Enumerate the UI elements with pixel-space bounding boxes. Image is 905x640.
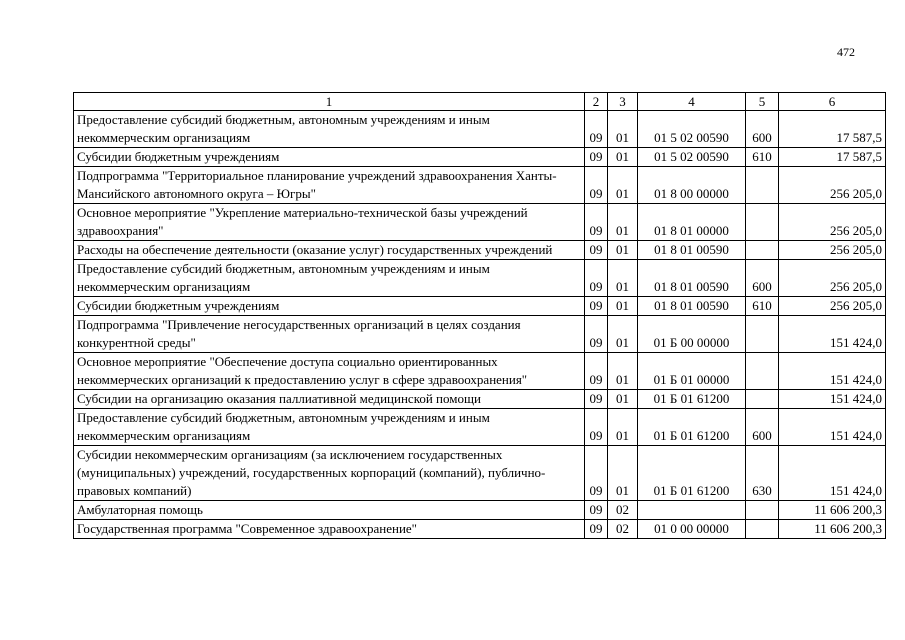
row-sum: 11 606 200,3	[779, 520, 886, 539]
row-subsection: 01	[608, 316, 638, 353]
row-section: 09	[585, 111, 608, 148]
row-section: 09	[585, 241, 608, 260]
table-row	[74, 520, 886, 539]
row-code: 01 8 01 00000	[638, 204, 746, 241]
row-code: 01 5 02 00590	[638, 148, 746, 167]
row-code: 01 5 02 00590	[638, 111, 746, 148]
row-section: 09	[585, 260, 608, 297]
table-row	[74, 204, 886, 241]
row-name: Субсидии некоммерческим организациям (за исключением государственных (муниципальных) учреждений, государственных корпораций (компаний), публично-правовых компаний)	[74, 446, 585, 501]
row-type	[746, 353, 779, 390]
row-name: Подпрограмма "Привлечение негосударственных организаций в целях создания конкурентной среды"	[74, 316, 585, 353]
table-body	[74, 111, 886, 539]
table-row	[74, 353, 886, 390]
budget-table	[73, 92, 886, 539]
header-col-3: 3	[608, 93, 638, 111]
row-section: 09	[585, 520, 608, 539]
row-subsection: 01	[608, 409, 638, 446]
row-section: 09	[585, 353, 608, 390]
row-name: Государственная программа "Современное здравоохранение"	[74, 520, 585, 539]
row-type: 600	[746, 409, 779, 446]
table-row	[74, 167, 886, 204]
row-name: Расходы на обеспечение деятельности (оказание услуг) государственных учреждений	[74, 241, 585, 260]
table-row	[74, 260, 886, 297]
row-subsection: 01	[608, 167, 638, 204]
row-sum: 256 205,0	[779, 167, 886, 204]
row-section: 09	[585, 446, 608, 501]
row-code: 01 Б 01 00000	[638, 353, 746, 390]
row-subsection: 01	[608, 353, 638, 390]
header-col-6: 6	[779, 93, 886, 111]
row-code: 01 8 01 00590	[638, 241, 746, 260]
row-section: 09	[585, 501, 608, 520]
row-sum: 151 424,0	[779, 316, 886, 353]
row-code: 01 Б 01 61200	[638, 409, 746, 446]
row-subsection: 01	[608, 241, 638, 260]
table-row	[74, 446, 886, 501]
header-row	[74, 93, 886, 111]
row-type: 630	[746, 446, 779, 501]
row-sum: 17 587,5	[779, 111, 886, 148]
row-name: Основное мероприятие "Обеспечение доступа социально ориентированных некоммерческих организаций к предоставлению услуг в сфере здравоохранения"	[74, 353, 585, 390]
row-section: 09	[585, 297, 608, 316]
table-row	[74, 409, 886, 446]
row-type	[746, 390, 779, 409]
row-section: 09	[585, 390, 608, 409]
row-type	[746, 167, 779, 204]
row-sum: 151 424,0	[779, 409, 886, 446]
row-name: Амбулаторная помощь	[74, 501, 585, 520]
row-name: Субсидии бюджетным учреждениям	[74, 148, 585, 167]
row-type	[746, 501, 779, 520]
page-number: 472	[837, 45, 855, 59]
header-col-2: 2	[585, 93, 608, 111]
row-code: 01 Б 00 00000	[638, 316, 746, 353]
row-section: 09	[585, 409, 608, 446]
row-code: 01 8 01 00590	[638, 297, 746, 316]
row-code: 01 Б 01 61200	[638, 446, 746, 501]
table-row	[74, 148, 886, 167]
row-name: Предоставление субсидий бюджетным, автономным учреждениям и иным некоммерческим организациям	[74, 111, 585, 148]
row-type	[746, 520, 779, 539]
row-subsection: 01	[608, 111, 638, 148]
row-subsection: 01	[608, 390, 638, 409]
row-sum: 256 205,0	[779, 241, 886, 260]
table-row	[74, 501, 886, 520]
table-header	[74, 93, 886, 111]
table-row	[74, 111, 886, 148]
row-type: 600	[746, 260, 779, 297]
row-type	[746, 241, 779, 260]
row-subsection: 01	[608, 260, 638, 297]
table-row	[74, 390, 886, 409]
row-code: 01 0 00 00000	[638, 520, 746, 539]
row-code	[638, 501, 746, 520]
row-name: Субсидии на организацию оказания паллиативной медицинской помощи	[74, 390, 585, 409]
row-subsection: 01	[608, 204, 638, 241]
row-name: Подпрограмма "Территориальное планирование учреждений здравоохранения Ханты-Мансийского автономного округа – Югры"	[74, 167, 585, 204]
row-section: 09	[585, 148, 608, 167]
row-code: 01 8 01 00590	[638, 260, 746, 297]
table-row	[74, 316, 886, 353]
row-sum: 11 606 200,3	[779, 501, 886, 520]
row-name: Субсидии бюджетным учреждениям	[74, 297, 585, 316]
row-name: Предоставление субсидий бюджетным, автономным учреждениям и иным некоммерческим организациям	[74, 260, 585, 297]
header-col-5: 5	[746, 93, 779, 111]
row-section: 09	[585, 204, 608, 241]
row-sum: 256 205,0	[779, 204, 886, 241]
row-sum: 151 424,0	[779, 353, 886, 390]
row-type	[746, 316, 779, 353]
row-subsection: 02	[608, 520, 638, 539]
row-name: Основное мероприятие "Укрепление материально-технической базы учреждений здравоохрания"	[74, 204, 585, 241]
row-sum: 256 205,0	[779, 297, 886, 316]
row-code: 01 8 00 00000	[638, 167, 746, 204]
row-subsection: 02	[608, 501, 638, 520]
row-code: 01 Б 01 61200	[638, 390, 746, 409]
row-type: 600	[746, 111, 779, 148]
header-col-4: 4	[638, 93, 746, 111]
table-row	[74, 297, 886, 316]
row-type: 610	[746, 148, 779, 167]
table-row	[74, 241, 886, 260]
row-sum: 151 424,0	[779, 446, 886, 501]
header-col-1: 1	[74, 93, 585, 111]
row-sum: 17 587,5	[779, 148, 886, 167]
row-subsection: 01	[608, 148, 638, 167]
row-subsection: 01	[608, 446, 638, 501]
row-name: Предоставление субсидий бюджетным, автономным учреждениям и иным некоммерческим организациям	[74, 409, 585, 446]
row-section: 09	[585, 167, 608, 204]
row-sum: 151 424,0	[779, 390, 886, 409]
row-section: 09	[585, 316, 608, 353]
row-type	[746, 204, 779, 241]
row-type: 610	[746, 297, 779, 316]
row-subsection: 01	[608, 297, 638, 316]
row-sum: 256 205,0	[779, 260, 886, 297]
